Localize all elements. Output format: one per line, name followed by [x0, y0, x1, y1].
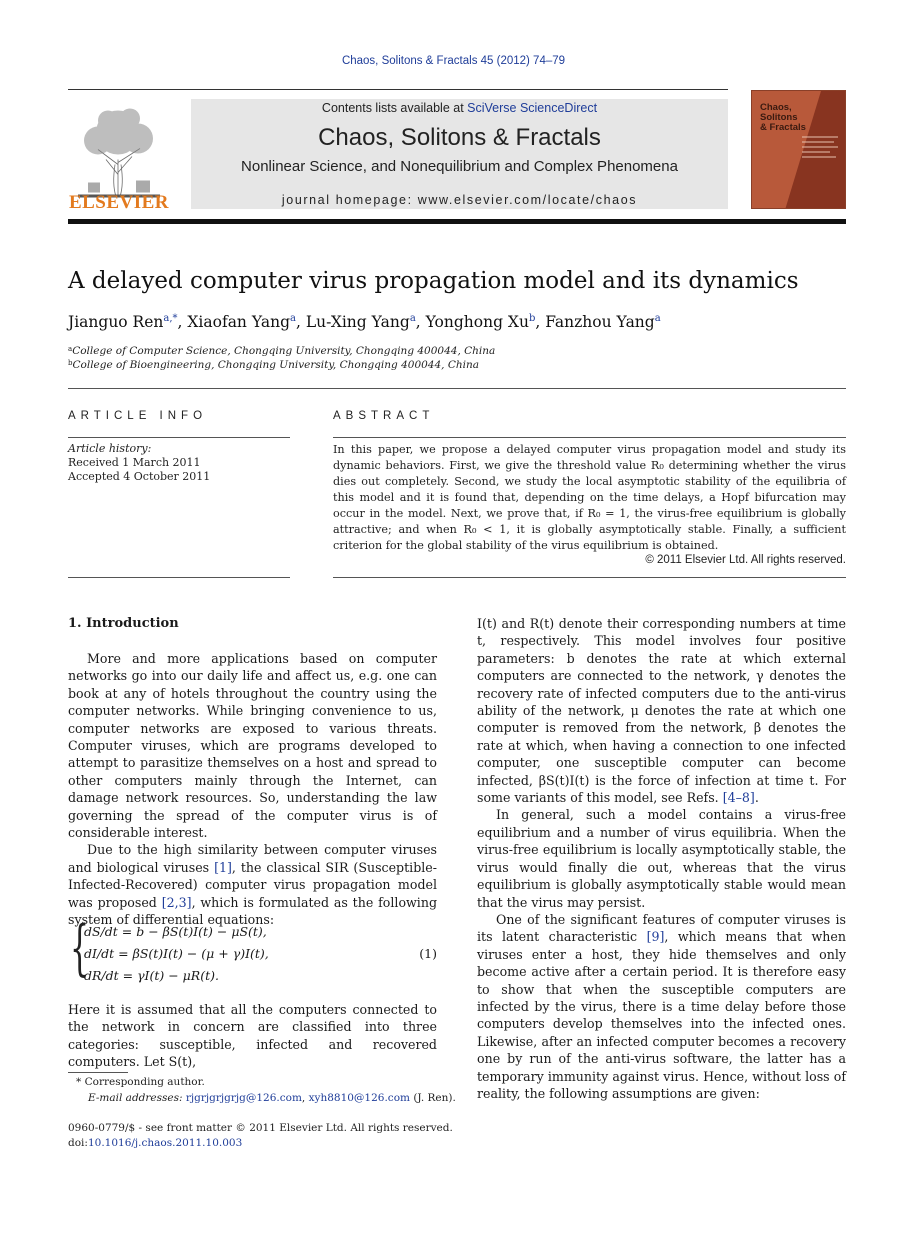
affiliation: [68, 359, 479, 371]
received-date: Received 1 March 2011: [68, 456, 201, 469]
paragraph-text: Due to the high similarity between computer viruses and biological viruses: [68, 842, 437, 875]
paragraph-text: .: [754, 790, 759, 806]
doi-line: [68, 1137, 242, 1149]
reference-link[interactable]: [9]: [646, 929, 665, 945]
equation-1: [68, 913, 437, 990]
cover-text-lines-icon: [800, 133, 840, 163]
cover-title-line: & Fractals: [760, 122, 806, 133]
journal-homepage-link[interactable]: journal homepage: www.elsevier.com/locate/chaos: [281, 193, 638, 207]
paragraph: More and more applications based on computer networks go into our daily life and affect us, e.g. one can book at any of hotels throughout the country using the computer networks. While bringing convenience to us, computer networks are exposed to various threats. Computer viruses, which are programs developed to attempt to parasitize themselves on a host and spread to other computers mainly through the Internet, can damage network resources. So, understanding the law governing the spread of the computer virus is of considerable interest.: [68, 651, 437, 841]
email-link[interactable]: xyh8810@126.com: [308, 1092, 410, 1104]
author-name[interactable]: Lu-Xing Yang: [305, 313, 410, 331]
cover-title: [760, 103, 806, 133]
header-top-rule: [68, 89, 728, 90]
journal-citation[interactable]: Chaos, Solitons & Fractals 45 (2012) 74–79: [341, 55, 566, 67]
email-separator: ,: [301, 1092, 309, 1104]
equation-line: dI/dt = βS(t)I(t) − (μ + γ)I(t),: [84, 946, 269, 961]
author-affil-marker[interactable]: a,*: [163, 313, 178, 324]
left-column-text: [68, 650, 437, 929]
section-divider: [68, 388, 846, 389]
author-affil-marker[interactable]: a: [290, 313, 296, 324]
history-label: Article history:: [68, 442, 152, 455]
affiliation-marker: a: [68, 345, 73, 353]
abstract-heading: ABSTRACT: [333, 410, 435, 422]
reference-link[interactable]: [2,3]: [161, 894, 192, 910]
paragraph-text: I(t) and R(t) denote their corresponding numbers at time t, respectively. This model involves four positive parameters: b denotes the rate at which external computers are connected to the network, γ denotes the recovery rate of infected computers due to the anti-virus ability of the network, μ denotes the rate at which one computer is removed from the network, β denotes the rate at which, when having a connection to one infected computer, one susceptible computer can become infected, βS(t)I(t) is the force of infection at time t. For some variants of this model, see Refs.: [477, 616, 846, 806]
paragraph: [477, 911, 846, 1102]
affiliation: [68, 345, 495, 357]
author-affil-marker[interactable]: a: [409, 313, 416, 324]
article-info-rule: [68, 437, 290, 438]
author-name[interactable]: Yonghong Xu: [425, 313, 529, 331]
paragraph: [477, 615, 846, 806]
affiliation-text: College of Bioengineering, Chongqing University, Chongqing 400044, China: [72, 359, 480, 371]
article-info-bottom-rule: [68, 577, 290, 578]
reference-link[interactable]: [4–8]: [722, 790, 755, 806]
right-column-text: [477, 615, 846, 1102]
equation-number: (1): [419, 946, 437, 961]
abstract-text: In this paper, we propose a delayed computer virus propagation model and study its dynamic behaviors. First, we give the threshold value R₀ determining whether the virus dies out completely. Second, we study the local asymptotic stability of the equilibria of this model and it is found that, depending on the time delays, a Hopf bifurcation may occur in the model. Next, we prove that, if R₀ = 1, the virus-free equilibrium is globally attractive; and when R₀ < 1, it is globally asymptotically stable. Finally, a sufficient criterion for the global stability of the virus equilibrium is obtained.: [333, 443, 846, 552]
journal-cover-image[interactable]: [751, 90, 846, 209]
author-name[interactable]: Jianguo Ren: [68, 313, 164, 331]
author-name[interactable]: Fanzhou Yang: [545, 313, 655, 331]
paragraph-text: , which is formulated as the following system of differential equations:: [68, 894, 437, 928]
corresponding-author-note: * Corresponding author.: [76, 1076, 205, 1088]
paper-title: A delayed computer virus propagation model and its dynamics: [68, 268, 799, 294]
equation-line: dR/dt = γI(t) − μR(t).: [84, 968, 219, 983]
elsevier-wordmark[interactable]: ELSEVIER: [68, 192, 170, 213]
issn-line: 0960-0779/$ - see front matter © 2011 Elsevier Ltd. All rights reserved.: [68, 1122, 453, 1134]
journal-subtitle: Nonlinear Science, and Nonequilibrium and Complex Phenomena: [241, 158, 678, 175]
footnote-rule: [68, 1072, 128, 1073]
doi-link[interactable]: 10.1016/j.chaos.2011.10.003: [87, 1137, 243, 1149]
contents-prefix: Contents lists available at: [321, 101, 468, 115]
email-suffix: (J. Ren).: [409, 1092, 456, 1104]
paragraph: [68, 841, 437, 928]
doi-label: doi:: [68, 1137, 88, 1149]
author-list: Jianguo Ren$^{a,*}$, Xiaofan Yang$^a$, Lu-Xing Yang$^a$, Yonghong Xu$^b$, Fanzhou Yang$^a$: [68, 313, 661, 331]
abstract-copyright: © 2011 Elsevier Ltd. All rights reserved.: [645, 554, 846, 566]
equation-brace: {: [70, 913, 90, 983]
author-affil-marker[interactable]: b: [528, 313, 536, 324]
email-label: E-mail addresses:: [88, 1092, 186, 1104]
header-bottom-rule: [68, 219, 846, 224]
equation-line: dS/dt = b − βS(t)I(t) − μS(t),: [84, 924, 267, 939]
abstract-bottom-rule: [333, 577, 846, 578]
paragraph-text: , which means that when viruses enter a host, they hide themselves and only become active after a certain period. It is therefore easy to show that when the susceptible computers are infected by the virus, there is a time delay before those computers develop themselves into the infected ones. Likewise, after an infected computer becomes a recovery one by run of the anti-virus software, the latter has a temporary immunity against virus. Hence, without loss of reality, the following assumptions are given:: [477, 929, 846, 1101]
affiliation-marker: b: [68, 359, 73, 367]
email-addresses: [88, 1092, 456, 1104]
article-info-heading: ARTICLE INFO: [68, 410, 208, 422]
journal-title: Chaos, Solitons & Fractals: [318, 124, 601, 151]
affiliation-text: College of Computer Science, Chongqing University, Chongqing 400044, China: [72, 345, 496, 357]
section-heading-introduction: 1. Introduction: [68, 616, 179, 631]
left-column-text-continued: [68, 1001, 437, 1071]
reference-link[interactable]: [1]: [214, 859, 232, 875]
accepted-date: Accepted 4 October 2011: [68, 470, 211, 483]
sciencedirect-link[interactable]: SciVerse ScienceDirect: [467, 101, 598, 115]
cover-title-line: Solitons: [760, 112, 798, 123]
paragraph: Here it is assumed that all the computers connected to the network in concern are classified into three categories: susceptible, infected and recovered computers. Let S(t),: [68, 1002, 437, 1070]
author-name[interactable]: Xiaofan Yang: [187, 313, 291, 331]
paragraph: In general, such a model contains a virus-free equilibrium and a number of virus equilibria. When the virus-free equilibrium is locally asymptotically stable, the virus would finally die out, whereas that the virus equilibrium is globally asymptotically stable would mean that the virus may persist.: [477, 807, 846, 910]
paragraph-text: One of the significant features of computer viruses is its latent characteristic: [477, 911, 846, 945]
paragraph-text: , the classical SIR (Susceptible-Infected-Recovered) computer virus propagation model was proposed: [68, 859, 437, 910]
email-link[interactable]: rjgrjgrjgrjg@126.com: [185, 1092, 302, 1104]
contents-line: [191, 101, 728, 115]
abstract-rule: [333, 437, 846, 438]
author-affil-marker[interactable]: a: [654, 313, 661, 324]
article-history: [68, 442, 210, 484]
cover-title-line: Chaos,: [760, 102, 792, 113]
